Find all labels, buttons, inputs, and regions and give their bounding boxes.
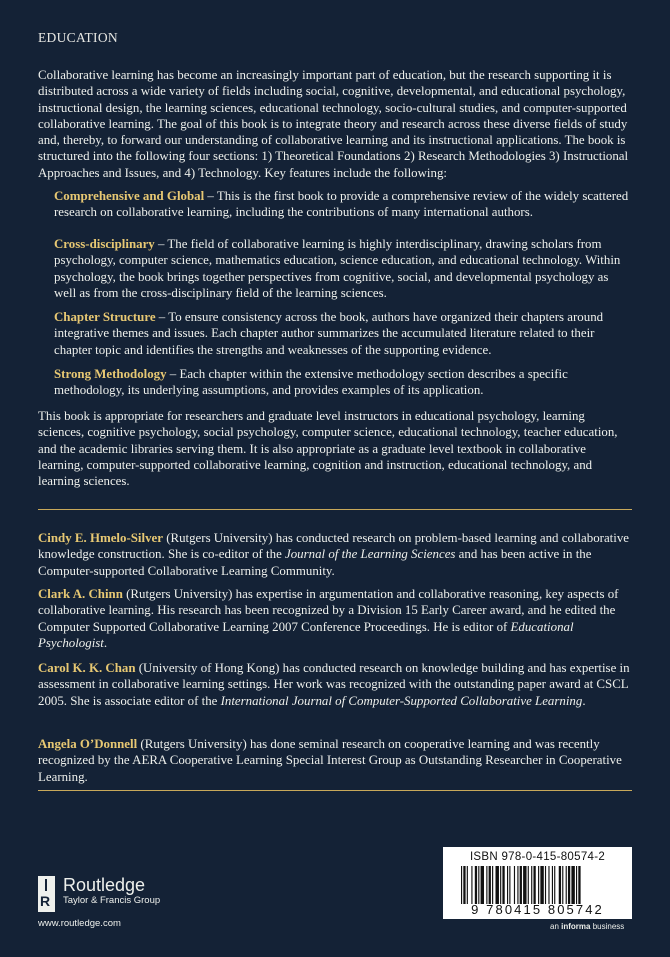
feature-title: Cross-disciplinary (54, 237, 155, 251)
barcode-bar (566, 866, 567, 904)
barcode-bar (538, 866, 539, 904)
barcode-bar (509, 866, 510, 904)
barcode-bar (478, 866, 479, 904)
divider-top (38, 509, 632, 510)
barcode-bar (571, 866, 574, 904)
feature-comprehensive (54, 188, 632, 221)
barcode-bar (540, 866, 543, 904)
barcode-bar (492, 866, 493, 904)
feature-strong-methodology (54, 366, 632, 399)
barcode-bar (502, 866, 504, 904)
closing-paragraph: This book is appropriate for researchers and graduate level instructors in educational psychology, learning sciences, cognitive psychology, social psychology, computer science, educational technology, teacher education, and the academic libraries serving them. It is also appropriate as a graduate level textbook in collaborative learning, computer-supported collaborative learning, cognition and instruction, educational technology, and learning sciences. (38, 409, 618, 489)
author-bio-odonnell: Angela O’Donnell (Rutgers University) has done seminal research on cooperative learning and was recently recognized by the AERA Cooperative Learning Special Interest Group as Outstanding Researcher in Cooperative Learning. (38, 737, 622, 784)
publisher-url: www.routledge.com (38, 918, 121, 929)
barcode-bar (578, 866, 580, 904)
barcode-bar (533, 866, 535, 904)
barcode-bar (461, 866, 462, 904)
feature-text: – The field of collaborative learning is highly interdisciplinary, drawing scholars from psychology, computer science, mathematics education, science education, and educational technology. Within psychology, the book brings together perspectives from cognitive, social, and developmental psychology as well as from the cross-disciplinary field of the learning sciences. (54, 237, 621, 300)
isbn-barcode (443, 847, 632, 919)
publisher-logo (38, 876, 160, 912)
routledge-logo-icon: R (38, 876, 55, 912)
divider-bottom (38, 790, 632, 791)
publisher-group: Taylor & Francis Group (63, 895, 161, 906)
barcode-bar (467, 866, 468, 904)
barcode-bar (489, 866, 491, 904)
category-label: EDUCATION (38, 30, 118, 45)
barcode-bar (514, 866, 515, 904)
barcode-bar (548, 866, 549, 904)
barcode-bar (500, 866, 501, 904)
barcode-bar (517, 866, 518, 904)
informa-tagline: an informa business (550, 922, 625, 931)
barcode-bar (486, 866, 487, 904)
feature-chapter-structure (54, 309, 632, 358)
barcode-bar (552, 866, 553, 904)
barcode-bar (481, 866, 484, 904)
feature-title: Comprehensive and Global (54, 189, 205, 203)
barcode-bar (576, 866, 577, 904)
barcode-digits: 9 780415 805742 (471, 902, 604, 917)
feature-title: Chapter Structure (54, 310, 156, 324)
author-bio-chan: Carol K. K. Chan (University of Hong Kong) has conducted research on knowledge building and has expertise in assessment in collaborative learning settings. Her work was recognized with the outstanding paper award at CSCL 2005. She is associate editor of the International Journal of Computer-Supported Collaborative Learning. (38, 661, 630, 708)
barcode-bar (523, 866, 526, 904)
author-bio-chinn: Clark A. Chinn (Rutgers University) has expertise in argumentation and collaborative reasoning, key aspects of collaborative learning. His research has been recognized by a Division 15 Early Career award, and he edited the Computer Supported Collaborative Learning 2007 Conference Proceedings. He is editor of Educational Psychologist. (38, 587, 619, 650)
barcode-bar (471, 866, 472, 904)
barcode-bar (475, 866, 477, 904)
publisher-name: Routledge (63, 875, 146, 895)
intro-paragraph: Collaborative learning has become an increasingly important part of education, but the research supporting it is distributed across a wide variety of fields including social, cognitive, developmental, and educational psychology, instructional design, the learning sciences, educational technology, socio-cultural studies, and computer-supported collaborative learning. The goal of this book is to integrate theory and research across these diverse fields of study and, thereby, to forward our understanding of collaborative learning and its instructional applications. The book is structured into the following four sections: 1) Theoretical Foundations 2) Research Methodologies 3) Instructional Approaches and Issues, and 4) Technology. Key features include the following: (38, 68, 629, 180)
isbn-number: ISBN 978-0-415-80574-2 (469, 851, 606, 863)
barcode-bar (562, 866, 563, 904)
barcode-bar (520, 866, 522, 904)
feature-cross-disciplinary (54, 236, 632, 301)
barcode-bar (496, 866, 499, 904)
author-name: Clark A. Chinn (38, 587, 123, 601)
feature-text: – To ensure consistency across the book, authors have organized their chapters around integrative themes and issues. Each chapter author summarizes the accumulated literature related to their chapter topic and identifies the strengths and weaknesses of the supporting evidence. (54, 310, 604, 357)
author-name: Carol K. K. Chan (38, 661, 136, 675)
feature-text: – Each chapter within the extensive methodology section describes a specific methodology, its underlying assumptions, and provides examples of its application. (54, 367, 568, 398)
barcode-bars (461, 866, 619, 904)
barcode-bar (463, 866, 465, 904)
barcode-bar (554, 866, 555, 904)
barcode-bar (531, 866, 532, 904)
author-name: Angela O’Donnell (38, 737, 138, 751)
barcode-bar (545, 866, 546, 904)
author-name: Cindy E. Hmelo-Silver (38, 531, 163, 545)
author-bio-hmelo-silver: Cindy E. Hmelo-Silver (Rutgers University) has conducted research on problem-based learning and collaborative knowledge construction. She is co-editor of the Journal of the Learning Sciences and has been active in the Computer-supported Collaborative Learning Community. (38, 531, 630, 578)
barcode-bar (507, 866, 508, 904)
feature-text: – This is the first book to provide a comprehensive review of the widely scattered research on collaborative learning, including the contributions of many international authors. (54, 189, 629, 220)
barcode-bar (559, 866, 561, 904)
barcode-bar (528, 866, 529, 904)
barcode-bar (568, 866, 570, 904)
feature-title: Strong Methodology (54, 367, 167, 381)
